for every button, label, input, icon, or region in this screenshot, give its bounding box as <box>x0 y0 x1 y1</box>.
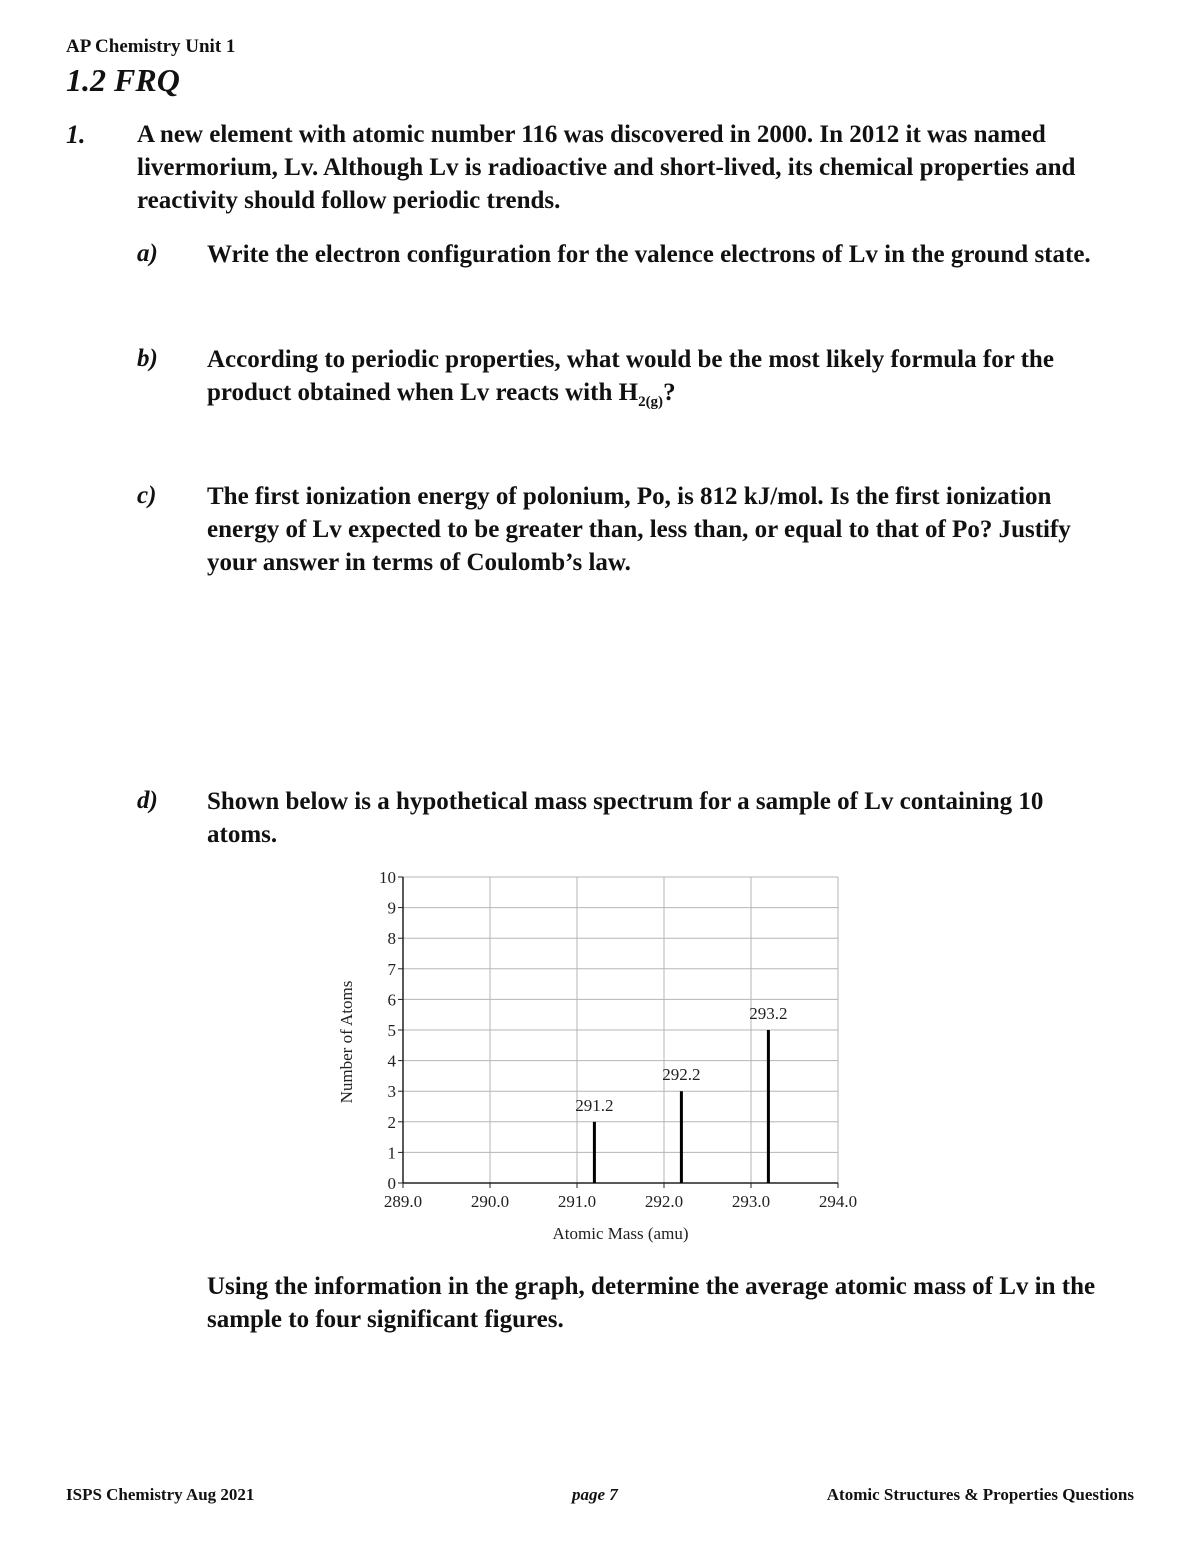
y-tick-label: 10 <box>379 868 396 887</box>
part-a-text: Write the electron configuration for the valence electrons of Lv in the ground state. <box>207 241 1091 268</box>
part-b-text-main: According to periodic properties, what would be the most likely formula for the product obtained when Lv reacts with H <box>207 346 1054 406</box>
question-intro: A new element with atomic number 116 was discovered in 2000. In 2012 it was named livermorium, Lv. Although Lv is radioactive and short-lived, its chemical properties and reactivity should follow periodic trends. <box>137 121 1076 214</box>
y-tick-label: 5 <box>387 1021 396 1040</box>
bar-data-label: 291.2 <box>575 1095 614 1115</box>
y-tick-label: 8 <box>387 929 396 949</box>
part-b-subscript: 2(g) <box>638 394 664 410</box>
x-tick-label: 289.0 <box>383 1192 423 1211</box>
part-b-text-end: ? <box>663 379 676 406</box>
footer-page-number: page 7 <box>572 1485 618 1504</box>
x-tick-label: 293.0 <box>731 1192 771 1211</box>
y-tick-label: 2 <box>387 1112 396 1132</box>
y-tick-label: 7 <box>387 959 396 979</box>
part-c-label: c) <box>137 482 157 509</box>
part-a-label: a) <box>137 240 158 267</box>
x-tick-label: 291.0 <box>557 1192 597 1211</box>
footer-left: ISPS Chemistry Aug 2021 <box>66 1485 255 1504</box>
chart-labels <box>337 868 857 1243</box>
y-axis-title: Number of Atoms <box>337 980 356 1104</box>
x-tick-label: 292.0 <box>644 1192 684 1211</box>
y-tick-label: 6 <box>387 990 396 1010</box>
part-d-label: d) <box>137 787 158 814</box>
x-axis-title: Atomic Mass (amu) <box>552 1224 689 1243</box>
y-tick-label: 4 <box>387 1051 396 1071</box>
part-b-label: b) <box>137 345 158 372</box>
bar-data-label: 293.2 <box>749 1004 788 1023</box>
chart-grid <box>403 877 838 1183</box>
x-tick-label: 294.0 <box>818 1192 858 1211</box>
y-tick-label: 1 <box>387 1143 396 1163</box>
chart-marks <box>594 1030 768 1183</box>
bar-data-label: 292.2 <box>662 1065 701 1085</box>
y-tick-label: 3 <box>387 1082 396 1102</box>
chart-axes <box>398 877 838 1188</box>
part-d-followup: Using the information in the graph, determine the average atomic mass of Lv in the sample to four significant figures. <box>207 1273 1096 1333</box>
question-number: 1. <box>66 120 86 149</box>
y-tick-label: 0 <box>387 1174 396 1193</box>
part-d-text: Shown below is a hypothetical mass spectrum for a sample of Lv containing 10 atoms. <box>207 788 1044 848</box>
unit-heading: AP Chemistry Unit 1 <box>66 36 236 57</box>
x-tick-label: 290.0 <box>470 1192 510 1211</box>
y-tick-label: 9 <box>387 898 396 918</box>
part-c-text: The first ionization energy of polonium, Po, is 812 kJ/mol. Is the first ionization energy of Lv expected to be greater than, less than, or equal to that of Po? Justify your answer in terms of Coulomb’s law. <box>207 483 1071 576</box>
footer-right: Atomic Structures & Properties Questions <box>826 1485 1134 1504</box>
page-title: 1.2 FRQ <box>66 62 180 98</box>
